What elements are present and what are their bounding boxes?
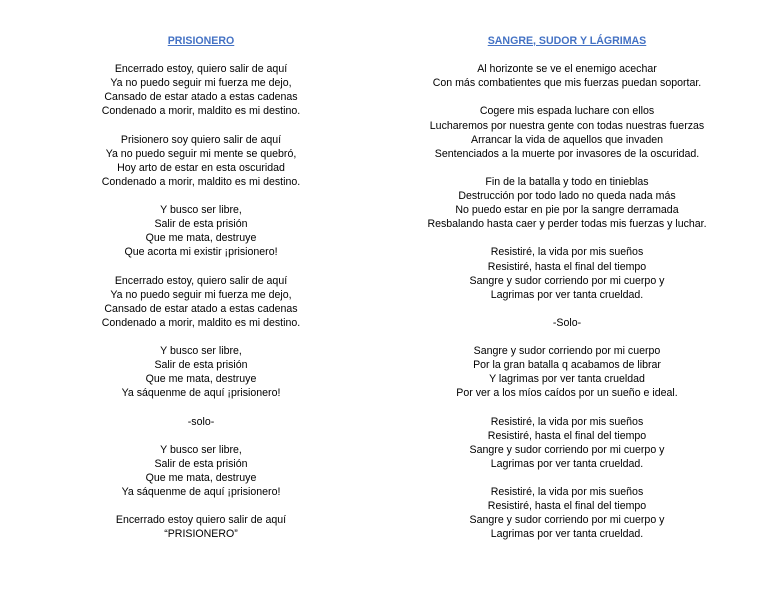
stanza bbox=[60, 274, 342, 330]
lyric-line: Resistiré, hasta el final del tiempo bbox=[487, 260, 647, 273]
lyric-line: Cogere mis espada luchare con ellos bbox=[479, 105, 655, 118]
lyric-line: Sentenciados a la muerte por invasores de la oscuridad. bbox=[434, 147, 700, 160]
lyric-line: Ya no puedo seguir mi fuerza me dejo, bbox=[110, 77, 292, 90]
lyric-line: Lagrimas por ver tanta crueldad. bbox=[490, 528, 644, 541]
stanza bbox=[402, 104, 732, 160]
stanza bbox=[402, 62, 732, 90]
lyric-line: Ya no puedo seguir mi fuerza me dejo, bbox=[110, 288, 292, 301]
song-lyrics bbox=[60, 62, 342, 541]
lyric-line: Salir de esta prisión bbox=[154, 359, 248, 372]
lyric-line: Cansado de estar atado a estas cadenas bbox=[104, 91, 298, 104]
lyric-line: Sangre y sudor corriendo por mi cuerpo bbox=[473, 345, 661, 358]
lyric-line: Condenado a morir, maldito es mi destino. bbox=[101, 175, 301, 188]
lyric-line: Arrancar la vida de aquellos que invaden bbox=[471, 133, 663, 146]
lyric-line: Lucharemos por nuestra gente con todas nuestras fuerzas bbox=[429, 119, 705, 132]
stanza bbox=[60, 415, 342, 429]
lyric-line: Y busco ser libre, bbox=[160, 345, 242, 358]
lyric-line: Que me mata, destruye bbox=[145, 471, 257, 484]
song-column-prisionero bbox=[60, 34, 342, 555]
lyric-line: Con más combatientes que mis fuerzas puedan soportar. bbox=[432, 77, 702, 90]
lyric-line: Resistiré, la vida por mis sueños bbox=[490, 246, 644, 259]
lyric-line: Ya no puedo seguir mi mente se quebró, bbox=[105, 147, 297, 160]
lyric-line: Prisionero soy quiero salir de aquí bbox=[120, 133, 282, 146]
lyric-line: Y busco ser libre, bbox=[160, 204, 242, 217]
lyric-line: Al horizonte se ve el enemigo acechar bbox=[477, 63, 657, 76]
lyric-line: Sangre y sudor corriendo por mi cuerpo y bbox=[469, 514, 665, 527]
stanza bbox=[402, 245, 732, 301]
lyric-line: Destrucción por todo lado no queda nada más bbox=[458, 190, 676, 203]
lyric-line: Lagrimas por ver tanta crueldad. bbox=[490, 457, 644, 470]
lyric-line: Ya sáquenme de aquí ¡prisionero! bbox=[121, 387, 281, 400]
lyric-line: Fin de la batalla y todo en tinieblas bbox=[485, 175, 649, 188]
song-title: PRISIONERO bbox=[167, 35, 235, 47]
song-title: SANGRE, SUDOR Y LÁGRIMAS bbox=[487, 35, 647, 47]
lyric-line: Condenado a morir, maldito es mi destino. bbox=[101, 316, 301, 329]
lyric-line: Y lagrimas por ver tanta crueldad bbox=[489, 373, 645, 386]
lyric-line: Que acorta mi existir ¡prisionero! bbox=[124, 246, 278, 259]
lyric-line: Encerrado estoy, quiero salir de aquí bbox=[114, 274, 288, 287]
lyric-line: Resistiré, hasta el final del tiempo bbox=[487, 429, 647, 442]
stanza bbox=[402, 175, 732, 231]
stanza bbox=[60, 62, 342, 118]
stanza bbox=[402, 415, 732, 471]
lyric-line: Hoy arto de estar en esta oscuridad bbox=[117, 161, 285, 174]
song-lyrics bbox=[402, 62, 732, 541]
lyric-line: Condenado a morir, maldito es mi destino. bbox=[101, 105, 301, 118]
lyric-line: Sangre y sudor corriendo por mi cuerpo y bbox=[469, 274, 665, 287]
lyric-line: No puedo estar en pie por la sangre derramada bbox=[455, 204, 679, 217]
lyric-line: Encerrado estoy, quiero salir de aquí bbox=[114, 63, 288, 76]
lyric-line: Salir de esta prisión bbox=[154, 457, 248, 470]
lyric-line: Resistiré, la vida por mis sueños bbox=[490, 415, 644, 428]
lyric-line: Por la gran batalla q acabamos de librar bbox=[473, 359, 661, 372]
lyric-line: Cansado de estar atado a estas cadenas bbox=[104, 302, 298, 315]
lyric-line: Que me mata, destruye bbox=[145, 373, 257, 386]
lyric-line: -Solo- bbox=[552, 316, 582, 329]
song-column-sangre-sudor-lagrimas bbox=[402, 34, 732, 555]
lyric-line: “PRISIONERO” bbox=[164, 528, 238, 541]
stanza bbox=[402, 485, 732, 541]
stanza bbox=[60, 443, 342, 499]
lyric-line: Sangre y sudor corriendo por mi cuerpo y bbox=[469, 443, 665, 456]
stanza bbox=[402, 344, 732, 400]
lyric-line: Y busco ser libre, bbox=[160, 443, 242, 456]
lyric-line: Encerrado estoy quiero salir de aquí bbox=[115, 514, 287, 527]
lyric-line: Resbalando hasta caer y perder todas mis fuerzas y luchar. bbox=[427, 218, 707, 231]
stanza bbox=[60, 203, 342, 259]
lyric-line: Por ver a los míos caídos por un sueño e ideal. bbox=[456, 387, 678, 400]
lyric-line: Que me mata, destruye bbox=[145, 232, 257, 245]
lyric-line: Lagrimas por ver tanta crueldad. bbox=[490, 288, 644, 301]
stanza bbox=[60, 513, 342, 541]
stanza bbox=[402, 316, 732, 330]
lyric-line: Resistiré, hasta el final del tiempo bbox=[487, 500, 647, 513]
stanza bbox=[60, 344, 342, 400]
lyric-line: -solo- bbox=[187, 415, 215, 428]
stanza bbox=[60, 133, 342, 189]
lyric-line: Ya sáquenme de aquí ¡prisionero! bbox=[121, 486, 281, 498]
lyric-line: Resistiré, la vida por mis sueños bbox=[490, 486, 644, 498]
lyric-line: Salir de esta prisión bbox=[154, 218, 248, 231]
